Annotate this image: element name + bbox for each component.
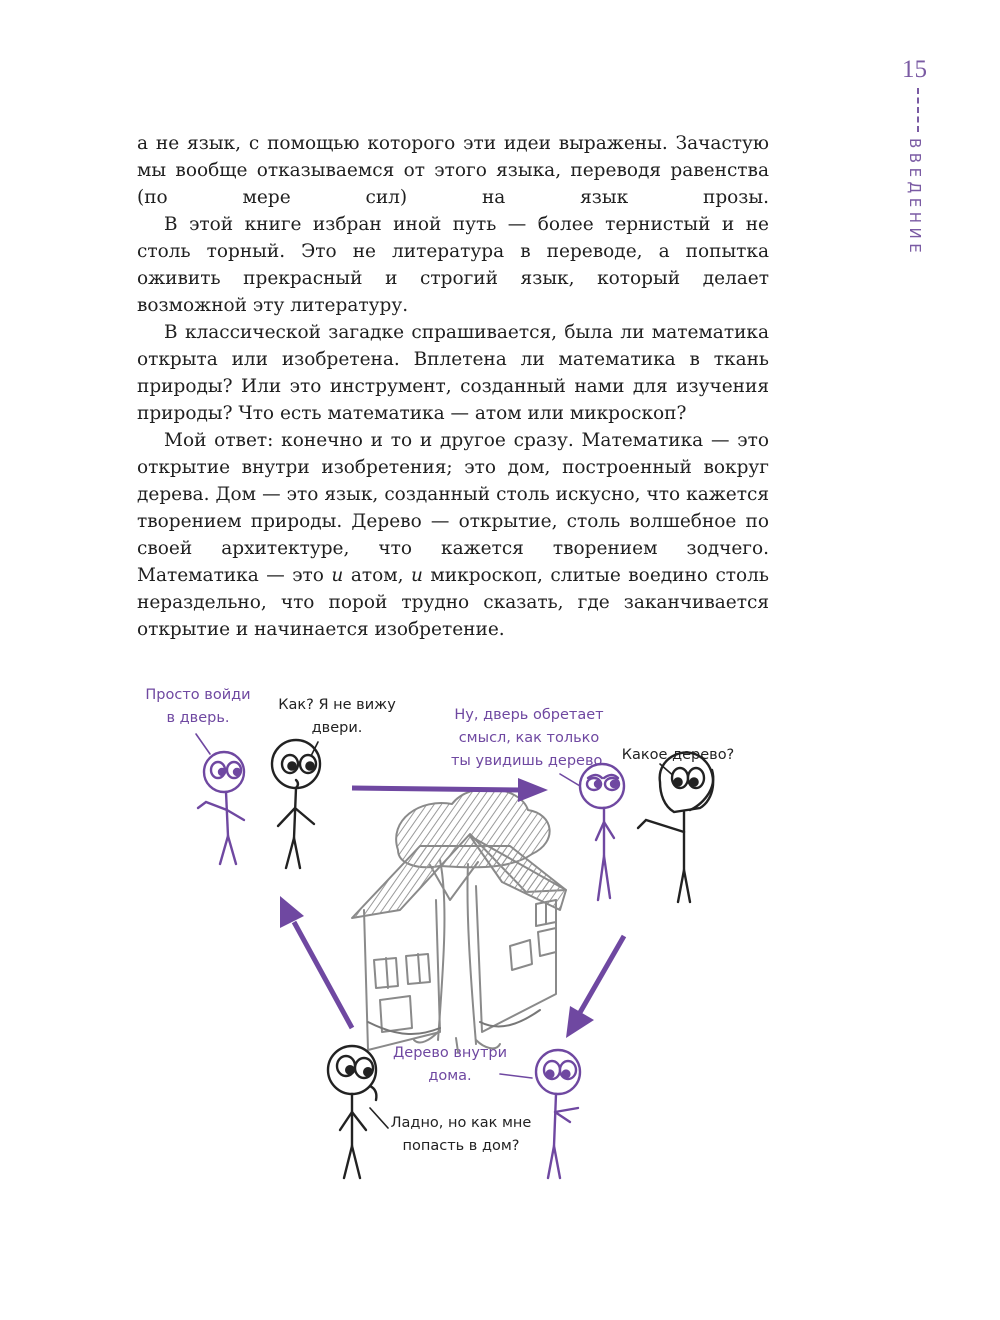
window-side-3	[538, 928, 556, 956]
window-left	[374, 958, 398, 988]
stick-figure-3	[580, 764, 624, 900]
paragraph-3: В классической загадке спрашивается, была ли математика открыта или изобретена. Вплетена ли математика в ткань природы? Или это инструмент, созданный нами для изучения природы? Что есть математика — атом или микроскоп?	[137, 322, 769, 424]
paragraph-4-italic-1: и	[331, 565, 344, 586]
page-number: 15	[902, 56, 927, 83]
speech-bubble-5-line-1: Дерево внутри	[392, 1045, 508, 1061]
window-left-2	[406, 954, 430, 984]
speech-bubble-4-line-1: Какое дерево?	[621, 747, 735, 763]
cycle-diagram	[0, 660, 1000, 1220]
tail-3	[560, 774, 580, 786]
arrow-top-head	[518, 778, 548, 802]
speech-bubble-5-line-2: дома.	[428, 1068, 472, 1084]
stick-figure-2	[272, 740, 320, 868]
body-text	[137, 130, 769, 643]
running-head: ВВЕДЕНИЕ	[906, 138, 924, 258]
running-head-divider	[917, 88, 919, 132]
speech-bubble-1-line-2: в дверь.	[166, 710, 230, 726]
stick-figure-5	[328, 1046, 376, 1178]
stick-figure-1	[198, 752, 244, 864]
house-with-tree-sketch	[352, 789, 566, 1052]
speech-bubble-3-line-2: смысл, как только	[458, 730, 600, 746]
paragraph-4	[137, 427, 769, 643]
arrow-left-shaft	[294, 922, 352, 1028]
door-lower	[380, 996, 412, 1032]
tail-6	[370, 1108, 388, 1128]
stick-figure-4	[638, 753, 713, 902]
speech-bubble-3-line-3: ты увидишь дерево.	[450, 753, 608, 769]
paragraph-1: а не язык, с помощью которого эти идеи выражены. Зачастую мы вообще отказываемся от этого языка, переводя равенства (по мере сил) на язык прозы.	[137, 133, 769, 208]
speech-bubble-6-line-2: попасть в дом?	[402, 1138, 520, 1154]
paragraph-4-italic-2: и	[411, 565, 423, 586]
speech-bubble-2-line-1: Как? Я не вижу	[278, 697, 396, 713]
paragraph-4-part-b: атом,	[343, 565, 411, 586]
stick-figure-6	[536, 1050, 580, 1178]
arrow-right-shaft	[578, 936, 624, 1016]
tail-1	[196, 734, 210, 754]
tail-5	[500, 1074, 532, 1078]
paragraph-2: В этой книге избран иной путь — более тернистый и не столь торный. Это не литература в переводе, а попытка оживить прекрасный и строгий язык, который делает возможной эту литературу.	[137, 214, 769, 316]
window-side-2	[510, 940, 532, 970]
paragraph-4-part-c: микроскоп, слитые воедино столь нераздельно, что порой трудно сказать, где заканчивается открытие и начинается изобретение.	[137, 565, 769, 640]
speech-bubble-2-line-2: двери.	[311, 720, 363, 736]
house-side	[476, 886, 556, 1032]
speech-bubble-1-line-1: Просто войди	[145, 687, 251, 703]
paragraph-4-part-a: Мой ответ: конечно и то и другое сразу. Математика — это открытие внутри изобретения; это дом, построенный вокруг дерева. Дом — это язык, созданный столь искусно, что кажется творением природы. Дерево — открытие, столь волшебное по своей архитектуре, что кажется творением зодчего. Математика — это	[137, 430, 769, 586]
speech-bubble-6-line-1: Ладно, но как мне	[390, 1115, 532, 1131]
arrow-top-shaft	[352, 788, 520, 790]
speech-bubble-3-line-1: Ну, дверь обретает	[454, 707, 604, 723]
